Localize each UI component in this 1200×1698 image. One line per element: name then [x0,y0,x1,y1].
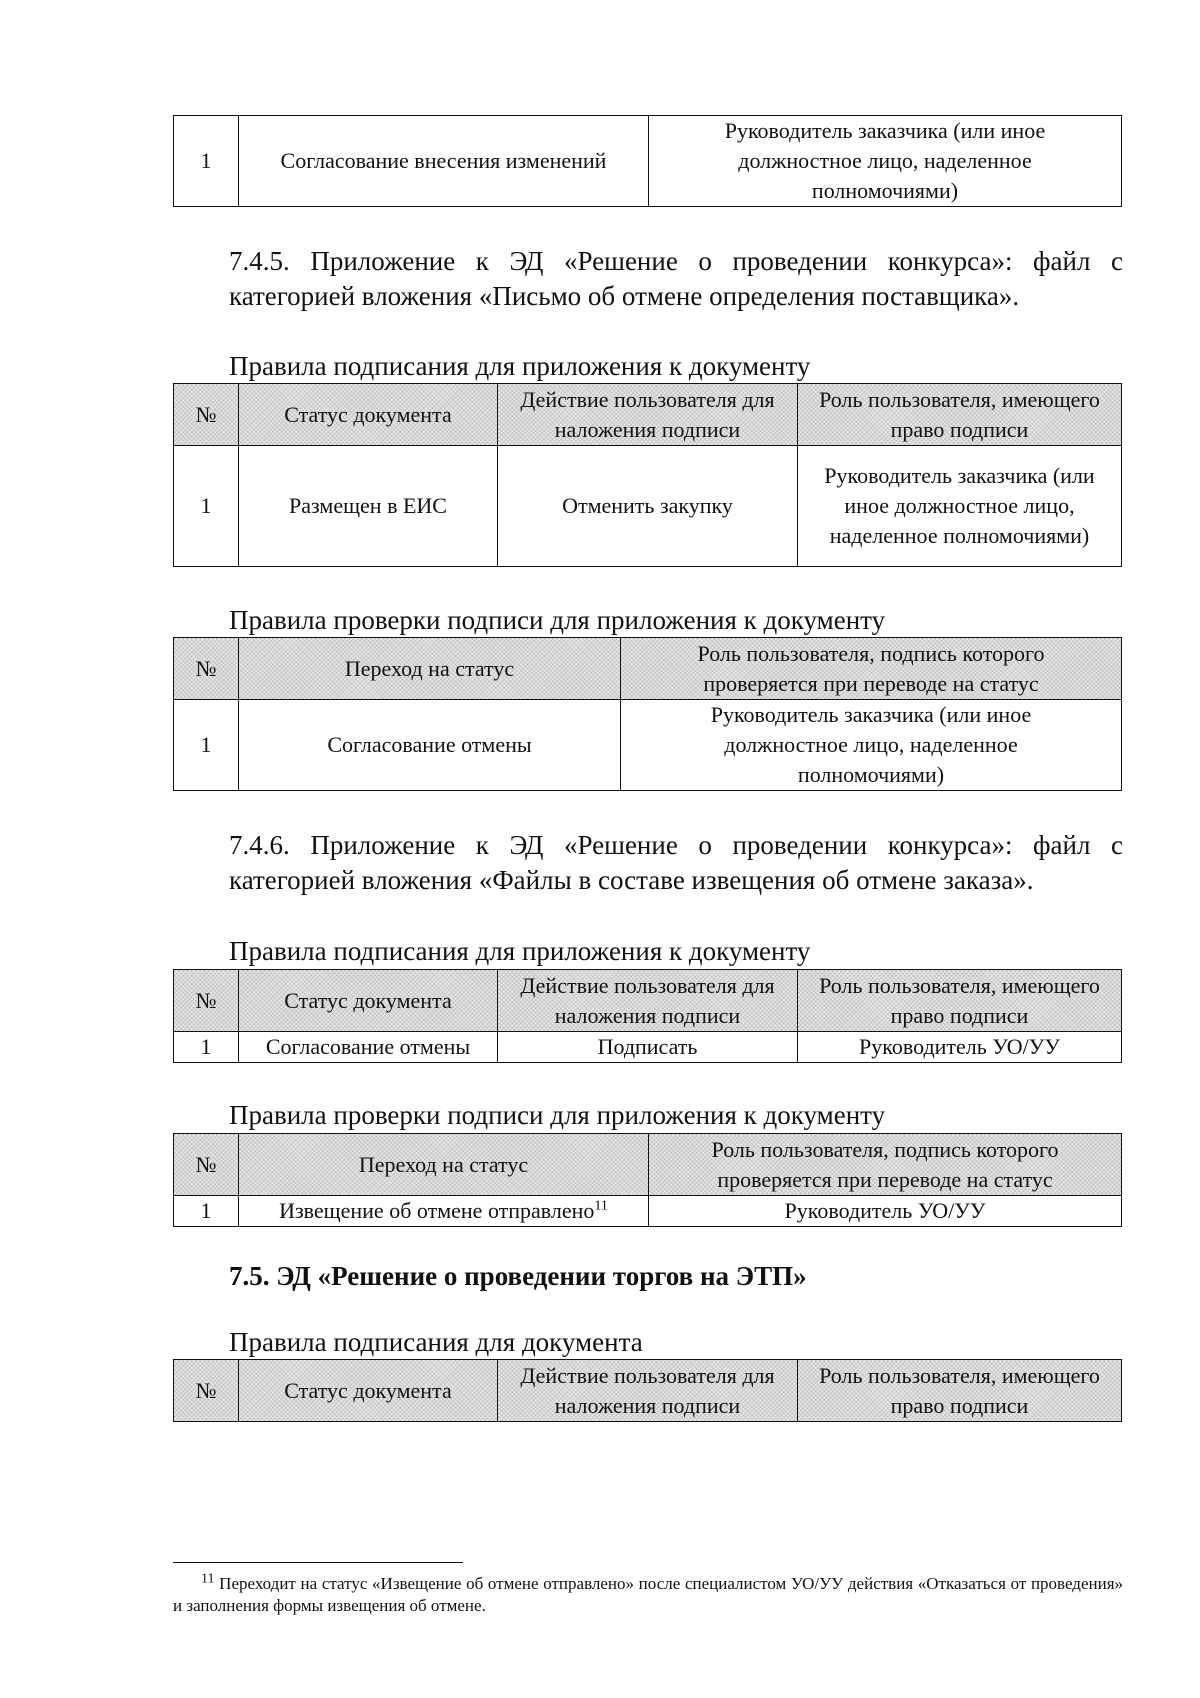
header-role: Роль пользователя, подпись которого проверяется при переводе на статус [621,638,1122,700]
table-header-row [174,1360,1122,1422]
table-signing-rules-2 [173,969,1122,1063]
footnote-ref: 11 [594,1198,608,1214]
cell-status: Согласование отмены [239,1032,498,1063]
table-doc-signing-rules [173,1359,1122,1422]
cell-transition [239,1196,649,1227]
header-role: Роль пользователя, подпись которого проверяется при переводе на статус [649,1134,1122,1196]
table-signing-rules-1 [173,383,1122,567]
cell-transition: Согласование отмены [239,700,621,791]
header-number: № [174,970,239,1032]
paragraph-7-4-6 [173,828,1123,898]
header-role: Роль пользователя, имеющего право подписи [798,970,1122,1032]
table-row [174,116,1122,207]
header-role: Роль пользователя, имеющего право подписи [798,1360,1122,1422]
footnote-separator [173,1562,463,1563]
table-header-row [174,970,1122,1032]
cell-number: 1 [174,116,239,207]
cell-role: Руководитель заказчика (или иное должностное лицо, наделенное полномочиями) [621,700,1122,791]
table-header-row [174,638,1122,700]
header-status: Статус документа [239,1360,498,1422]
transition-text: Извещение об отмене отправлено [279,1198,595,1223]
cell-role: Руководитель заказчика (или иное должностное лицо, наделенное полномочиями) [798,446,1122,567]
footnote-number: 11 [201,1571,215,1587]
footnote-text: Переходит на статус «Извещение об отмене отправлено» после специалистом УО/УУ действия «Отказаться от проведения» и заполнения формы извещения об отмене. [173,1574,1124,1615]
table-row [174,446,1122,567]
cell-status: Согласование внесения изменений [239,116,649,207]
cell-action: Отменить закупку [498,446,798,567]
table-approval-continuation [173,115,1122,207]
header-number: № [174,1134,239,1196]
header-status: Статус документа [239,970,498,1032]
table-check-rules-2 [173,1133,1122,1227]
caption-doc-signing-rules: Правила подписания для документа [229,1327,643,1357]
header-role: Роль пользователя, имеющего право подписи [798,384,1122,446]
header-number: № [174,1360,239,1422]
paragraph-7-4-5 [173,244,1123,314]
header-transition: Переход на статус [239,638,621,700]
cell-role: Руководитель УО/УУ [649,1196,1122,1227]
header-status: Статус документа [239,384,498,446]
footnote [173,1573,1123,1617]
caption-signing-rules: Правила подписания для приложения к документу [229,936,811,966]
table-check-rules-1 [173,637,1122,791]
paragraph-text: 7.4.6. Приложение к ЭД «Решение о проведении конкурса»: файл с категорией вложения «Файлы в составе извещения об отмене заказа». [229,830,1123,895]
cell-number: 1 [174,1196,239,1227]
caption-check-rules: Правила проверки подписи для приложения к документу [229,1100,886,1130]
cell-number: 1 [174,700,239,791]
table-header-row [174,1134,1122,1196]
caption-check-rules: Правила проверки подписи для приложения к документу [229,605,886,635]
cell-role: Руководитель заказчика (или иное должностное лицо, наделенное полномочиями) [649,116,1122,207]
header-transition: Переход на статус [239,1134,649,1196]
cell-number: 1 [174,446,239,567]
section-heading-7-5: 7.5. ЭД «Решение о проведении торгов на ЭТП» [229,1261,807,1291]
cell-action: Подписать [498,1032,798,1063]
header-number: № [174,384,239,446]
caption-signing-rules: Правила подписания для приложения к документу [229,351,811,381]
table-header-row [174,384,1122,446]
paragraph-text: 7.4.5. Приложение к ЭД «Решение о проведении конкурса»: файл с категорией вложения «Письмо об отмене определения поставщика». [229,246,1123,311]
header-action: Действие пользователя для наложения подписи [498,970,798,1032]
header-action: Действие пользователя для наложения подписи [498,1360,798,1422]
cell-status: Размещен в ЕИС [239,446,498,567]
cell-role: Руководитель УО/УУ [798,1032,1122,1063]
table-row [174,1032,1122,1063]
header-number: № [174,638,239,700]
cell-number: 1 [174,1032,239,1063]
table-row [174,1196,1122,1227]
table-row [174,700,1122,791]
header-action: Действие пользователя для наложения подписи [498,384,798,446]
